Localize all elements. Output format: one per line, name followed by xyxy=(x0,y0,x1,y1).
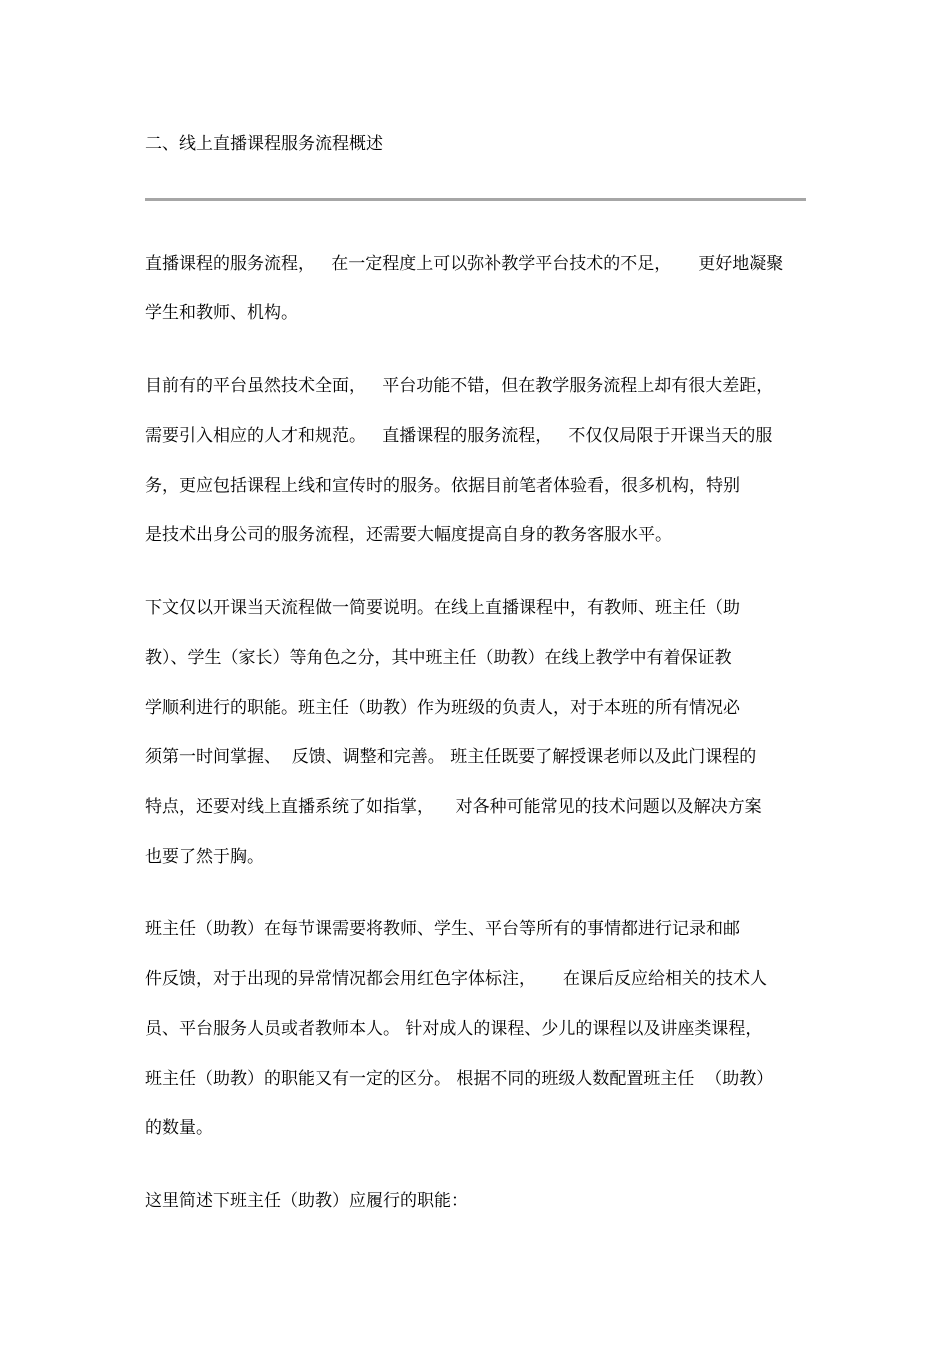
paragraph-2-line-1: 目前有的平台虽然技术全面， 平台功能不错，但在教学服务流程上却有很大差距， xyxy=(145,376,774,396)
paragraph-1-line-2: 学生和教师、机构。 xyxy=(145,303,298,323)
paragraph-1-line-1: 直播课程的服务流程， 在一定程度上可以弥补教学平台技术的不足， 更好地凝聚 xyxy=(145,254,784,274)
paragraph-5-line-1: 这里简述下班主任（助教）应履行的职能： xyxy=(145,1191,468,1211)
paragraph-4-line-4: 班主任（助教）的职能又有一定的区分。 根据不同的班级人数配置班主任 （助教） xyxy=(145,1069,774,1089)
paragraph-2-line-3: 务，更应包括课程上线和宣传时的服务。依据目前笔者体验看，很多机构，特别 xyxy=(145,476,740,496)
horizontal-divider xyxy=(145,198,806,201)
paragraph-2-line-2: 需要引入相应的人才和规范。 直播课程的服务流程， 不仅仅局限于开课当天的服 xyxy=(145,426,773,446)
paragraph-3-line-4: 须第一时间掌握、 反馈、调整和完善。 班主任既要了解授课老师以及此门课程的 xyxy=(145,747,757,767)
paragraph-4-line-2: 件反馈，对于出现的异常情况都会用红色字体标注， 在课后反应给相关的技术人 xyxy=(145,969,768,989)
paragraph-4-line-3: 员、平台服务人员或者教师本人。 针对成人的课程、少儿的课程以及讲座类课程， xyxy=(145,1019,763,1039)
paragraph-3-line-5: 特点，还要对线上直播系统了如指掌， 对各种可能常见的技术问题以及解决方案 xyxy=(145,797,762,817)
paragraph-4-line-5: 的数量。 xyxy=(145,1118,213,1138)
paragraph-2-line-4: 是技术出身公司的服务流程，还需要大幅度提高自身的教务客服水平。 xyxy=(145,525,672,545)
paragraph-3-line-1: 下文仅以开课当天流程做一简要说明。在线上直播课程中，有教师、班主任（助 xyxy=(145,598,740,618)
paragraph-4-line-1: 班主任（助教）在每节课需要将教师、学生、平台等所有的事情都进行记录和邮 xyxy=(145,919,740,939)
paragraph-3-line-2: 教）、学生（家长）等角色之分，其中班主任（助教）在线上教学中有着保证教 xyxy=(145,648,732,668)
paragraph-3-line-6: 也要了然于胸。 xyxy=(145,847,264,867)
paragraph-3-line-3: 学顺利进行的职能。班主任（助教）作为班级的负责人，对于本班的所有情况必 xyxy=(145,698,740,718)
section-heading: 二、线上直播课程服务流程概述 xyxy=(145,134,383,154)
